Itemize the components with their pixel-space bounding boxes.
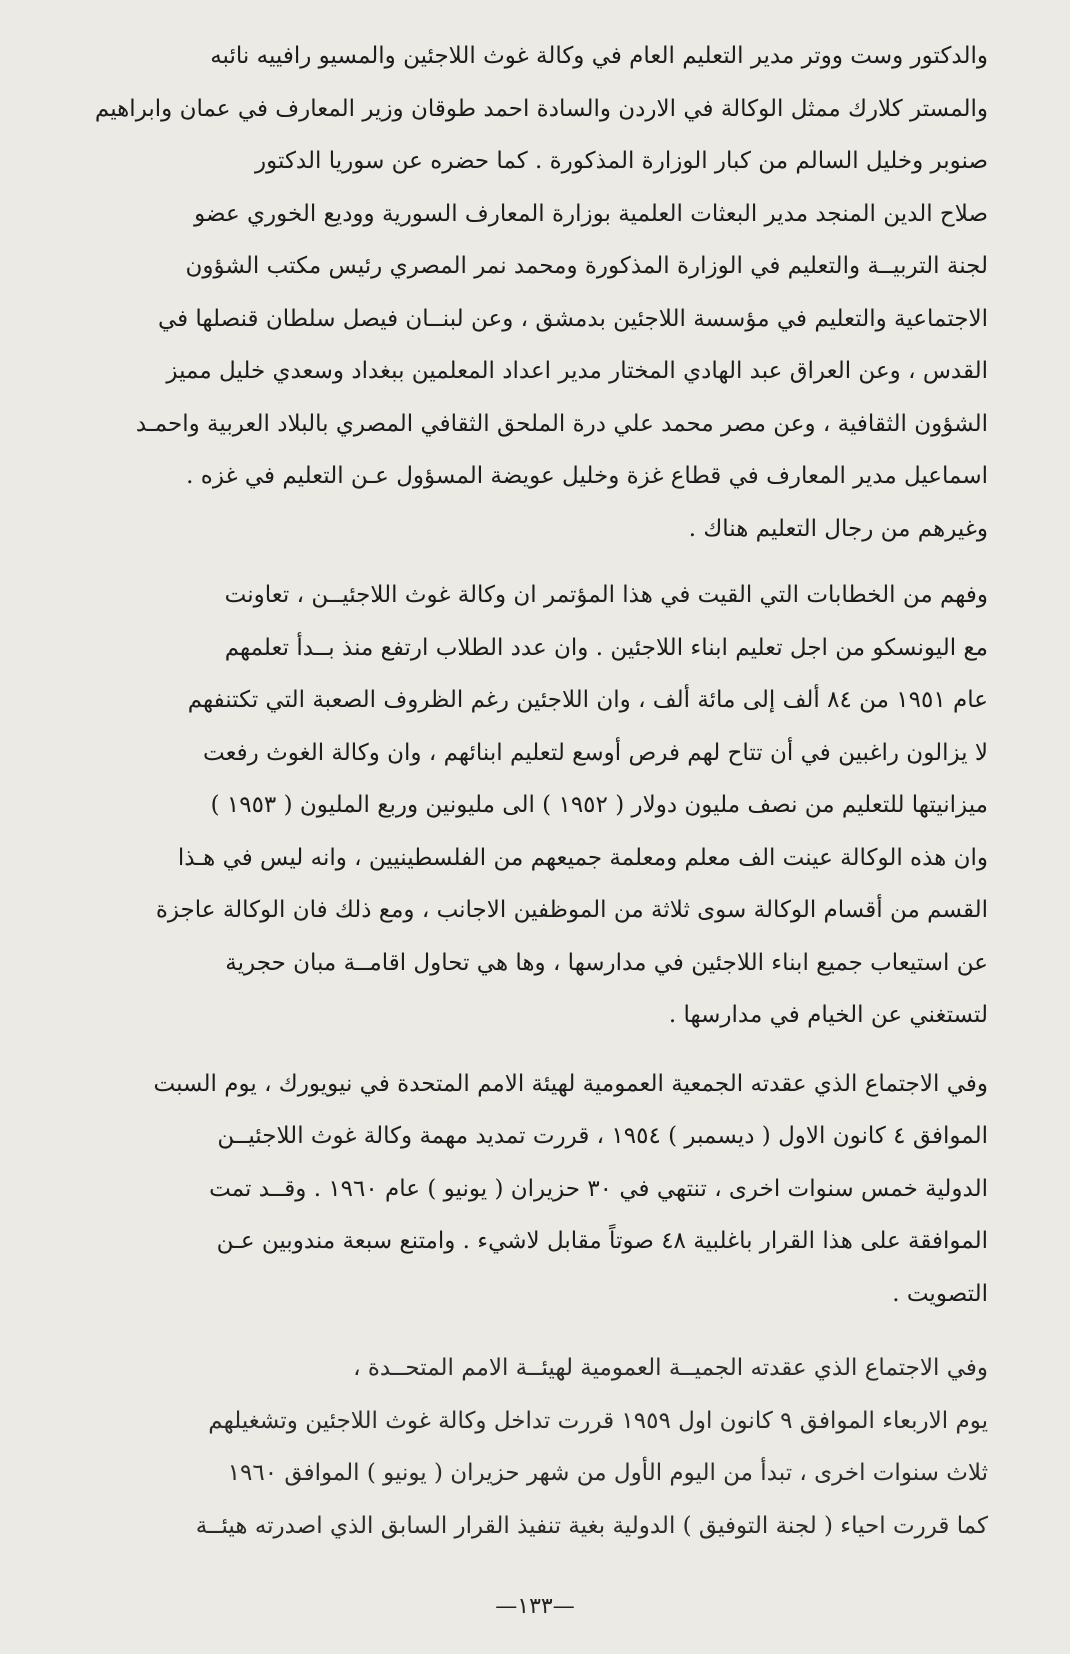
paragraph-4 <box>62 1342 988 1552</box>
text-line: الدولية خمس سنوات اخرى ، تنتهي في ٣٠ حزيران ( يونيو ) عام ١٩٦٠ . وقــد تمت <box>209 1175 988 1202</box>
text-line: القسم من أقسام الوكالة سوى ثلاثة من الموظفين الاجانب ، ومع ذلك فان الوكالة عاجزة <box>155 897 988 923</box>
text-line: الاجتماعية والتعليم في مؤسسة اللاجئين بدمشق ، وعن لبنــان فيصل سلطان قنصلها في <box>157 305 988 332</box>
text-line: اسماعيل مدير المعارف في قطاع غزة وخليل عويضة المسؤول عـن التعليم في غزه . <box>186 463 988 489</box>
text-line: وفي الاجتماع الذي عقدته الجميــة العمومية لهيئــة الامم المتحــدة ، <box>353 1355 988 1381</box>
text-line: لا يزالون راغبين في أن تتاح لهم فرص أوسع لتعليم ابنائهم ، وان وكالة الغوث رفعت <box>203 739 988 766</box>
paragraph-1 <box>62 30 988 555</box>
text-line: والمستر كلارك ممثل الوكالة في الاردن والسادة احمد طوقان وزير المعارف في عمان وابراهيم <box>94 95 988 122</box>
text-line: وان هذه الوكالة عينت الف معلم ومعلمة جميعهم من الفلسطينيين ، وانه ليس في هـذا <box>177 844 988 871</box>
text-line: صلاح الدين المنجد مدير البعثات العلمية بوزارة المعارف السورية ووديع الخوري عضو <box>194 200 988 227</box>
text-line: التصويت . <box>892 1280 988 1307</box>
text-line: ميزانيتها للتعليم من نصف مليون دولار ( ١٩٥٢ ) الى مليونين وربع المليون ( ١٩٥٣ ) <box>210 792 988 818</box>
text-line: الموافق ٤ كانون الاول ( ديسمبر ) ١٩٥٤ ، قررت تمديد مهمة وكالة غوث اللاجئيــن <box>217 1123 988 1149</box>
text-line: لجنة التربيــة والتعليم في الوزارة المذكورة ومحمد نمر المصري رئيس مكتب الشؤون <box>185 253 988 279</box>
text-line: وفي الاجتماع الذي عقدته الجمعية العمومية لهيئة الامم المتحدة في نيويورك ، يوم السبت <box>153 1070 988 1097</box>
paragraph-2 <box>62 569 988 1042</box>
text-line: صنوبر وخليل السالم من كبار الوزارة المذكورة . كما حضره عن سوريا الدكتور <box>255 148 988 174</box>
text-line: مع اليونسكو من اجل تعليم ابناء اللاجئين . وان عدد الطلاب ارتفع منذ بــدأ تعلمهم <box>224 634 988 661</box>
text-line: لتستغني عن الخيام في مدارسها . <box>668 1002 988 1028</box>
text-line: كما قررت احياء ( لجنة التوفيق ) الدولية بغية تنفيذ القرار السابق الذي اصدرته هيئــة <box>195 1512 988 1539</box>
page-number: —١٣٣— <box>495 1594 575 1619</box>
text-line: وغيرهم من رجال التعليم هناك . <box>688 515 988 542</box>
text-line: الموافقة على هذا القرار باغلبية ٤٨ صوتاً مقابل لاشيء . وامتنع سبعة مندوبين عـن <box>216 1228 988 1254</box>
text-line: القدس ، وعن العراق عبد الهادي المختار مدير اعداد المعلمين ببغداد وسعدي خليل مميز <box>166 358 988 384</box>
text-line: ثلاث سنوات اخرى ، تبدأ من اليوم الأول من شهر حزيران ( يونيو ) الموافق ١٩٦٠ <box>227 1460 988 1486</box>
text-line: عام ١٩٥١ من ٨٤ ألف إلى مائة ألف ، وان اللاجئين رغم الظروف الصعبة التي تكتنفهم <box>187 687 988 713</box>
text-line: يوم الاربعاء الموافق ٩ كانون اول ١٩٥٩ قررت تداخل وكالة غوث اللاجئين وتشغيلهم <box>208 1407 988 1434</box>
paragraph-3 <box>62 1058 988 1321</box>
text-line: عن استيعاب جميع ابناء اللاجئين في مدارسها ، وها هي تحاول اقامــة مبان حجرية <box>225 949 988 976</box>
text-line: والدكتور وست ووتر مدير التعليم العام في وكالة غوث اللاجئين والمسيو رافييه نائبه <box>210 43 988 69</box>
text-line: وفهم من الخطابات التي القيت في هذا المؤتمر ان وكالة غوث اللاجئيــن ، تعاونت <box>224 582 988 608</box>
text-line: الشؤون الثقافية ، وعن مصر محمد علي درة الملحق الثقافي المصري بالبلاد العربية واحمـد <box>135 410 988 437</box>
